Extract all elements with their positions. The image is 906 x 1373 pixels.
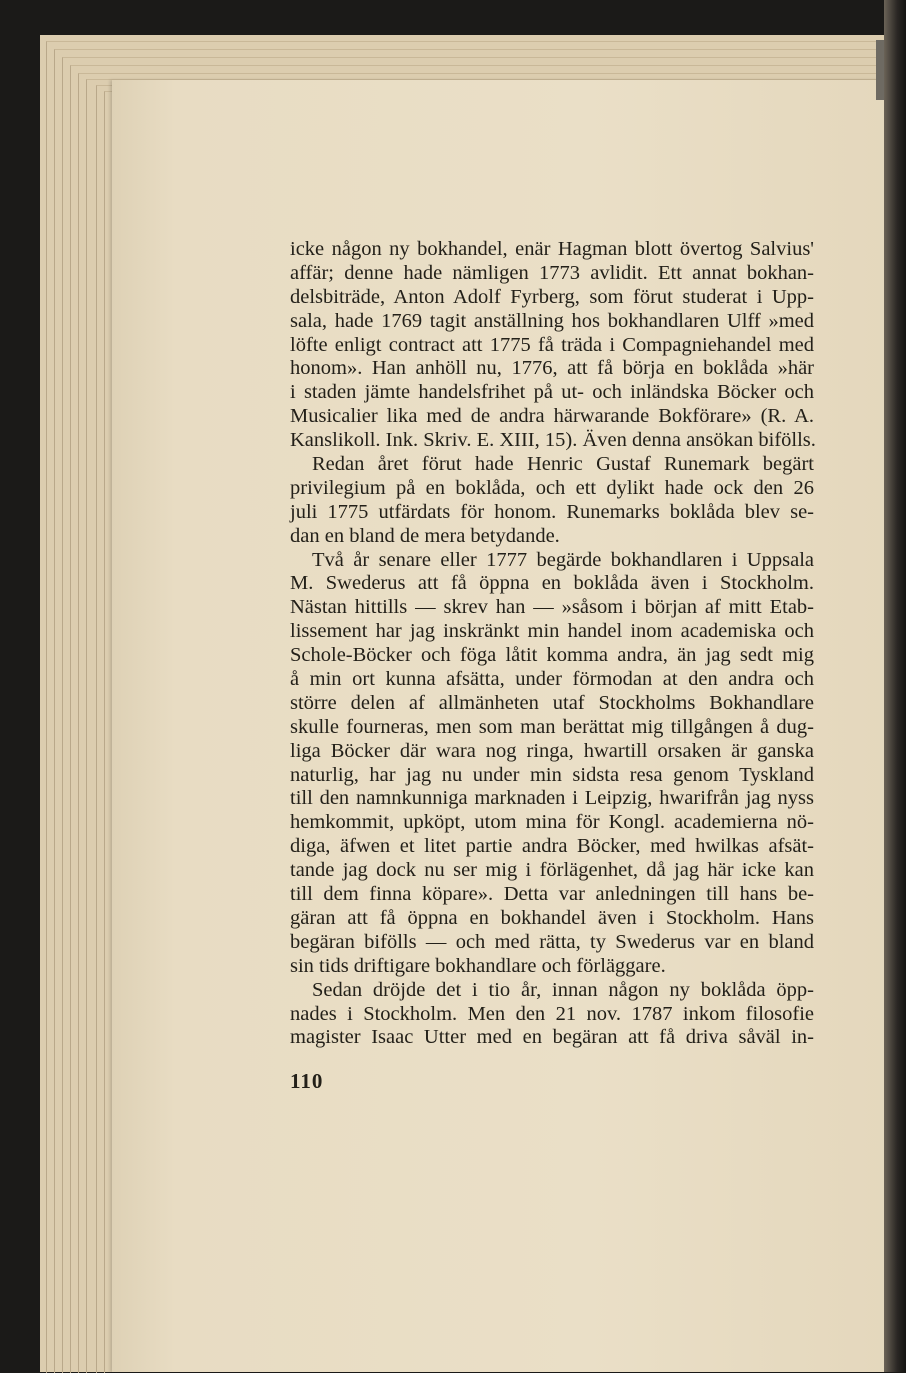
text-line: juli 1775 utfärdats för honom. Runemarks boklåda blev se-	[290, 500, 814, 523]
book-edge-shadow	[884, 0, 906, 1372]
text-line: till dem finna köpare». Detta var anledningen till hans be-	[290, 883, 814, 906]
text-line: Nästan hittills — skrev han — »såsom i början af mitt Etab-	[290, 596, 814, 619]
text-line: större delen af allmänheten utaf Stockholms Bokhandlare	[290, 691, 814, 714]
text-line: sala, hade 1769 tagit anställning hos bokhandlaren Ulff »med	[290, 309, 814, 332]
text-line: Schole-Böcker och föga låtit komma andra, än jag sedt mig	[290, 644, 814, 667]
text-line: å min ort kunna afsätta, under förmodan at den andra och	[290, 668, 814, 691]
text-line: löfte enligt contract att 1775 få träda i Compagniehandel med	[290, 333, 814, 356]
text-line: liga Böcker där wara nog ringa, hwartill orsaken är ganska	[290, 739, 814, 762]
body-text	[290, 238, 814, 1050]
text-line: privilegium på en boklåda, och ett dylikt hade ock den 26	[290, 476, 814, 499]
text-line: sin tids driftigare bokhandlare och förläggare.	[290, 954, 666, 977]
text-line: i staden jämte handelsfrihet på ut- och inländska Böcker och	[290, 381, 814, 404]
page-number: 110	[290, 1069, 324, 1093]
text-line: lissement har jag inskränkt min handel inom academiska och	[290, 620, 814, 643]
text-line: Två år senare eller 1777 begärde bokhandlaren i Uppsala	[312, 548, 814, 571]
text-line: diga, äfwen et litet partie andra Böcker, med hwilkas afsät-	[290, 835, 814, 858]
text-line: M. Swederus att få öppna en boklåda även i Stockholm.	[290, 572, 814, 595]
text-line: Musicalier lika med de andra härwarande Bokförare» (R. A.	[290, 405, 814, 428]
text-line: till den namnkunniga marknaden i Leipzig, hwarifrån jag nyss	[290, 787, 814, 810]
text-line: hemkommit, upköpt, utom mina för Kongl. academierna nö-	[290, 811, 814, 834]
text-line: tande jag dock nu ser mig i förlägenhet, då jag här icke kan	[290, 859, 814, 882]
text-line: affär; denne hade nämligen 1773 avlidit. Ett annat bokhan-	[290, 261, 814, 284]
text-line: naturlig, har jag nu under min sidsta resa genom Tyskland	[290, 763, 814, 786]
text-line: dan en bland de mera betydande.	[290, 524, 560, 547]
text-line: Sedan dröjde det i tio år, innan någon ny boklåda öpp-	[312, 978, 814, 1001]
text-line: honom». Han anhöll nu, 1776, att få börja en boklåda »här	[290, 357, 814, 380]
text-line: gäran att få öppna en bokhandel även i Stockholm. Hans	[290, 906, 814, 929]
text-line: begäran bifölls — och med rätta, ty Swederus var en bland	[290, 930, 814, 953]
text-line: icke någon ny bokhandel, enär Hagman blott övertog Salvius'	[290, 238, 814, 260]
text-line: Kanslikoll. Ink. Skriv. E. XIII, 15). Även denna ansökan bifölls.	[290, 429, 816, 452]
text-line: skulle fourneras, men som man berättat mig tillgången å dug-	[290, 715, 814, 738]
text-line: Redan året förut hade Henric Gustaf Runemark begärt	[312, 453, 814, 476]
text-line: magister Isaac Utter med en begäran att få driva såväl in-	[290, 1026, 814, 1049]
text-line: delsbiträde, Anton Adolf Fyrberg, som förut studerat i Upp-	[290, 285, 814, 308]
text-line: nades i Stockholm. Men den 21 nov. 1787 inkom filosofie	[290, 1002, 814, 1025]
